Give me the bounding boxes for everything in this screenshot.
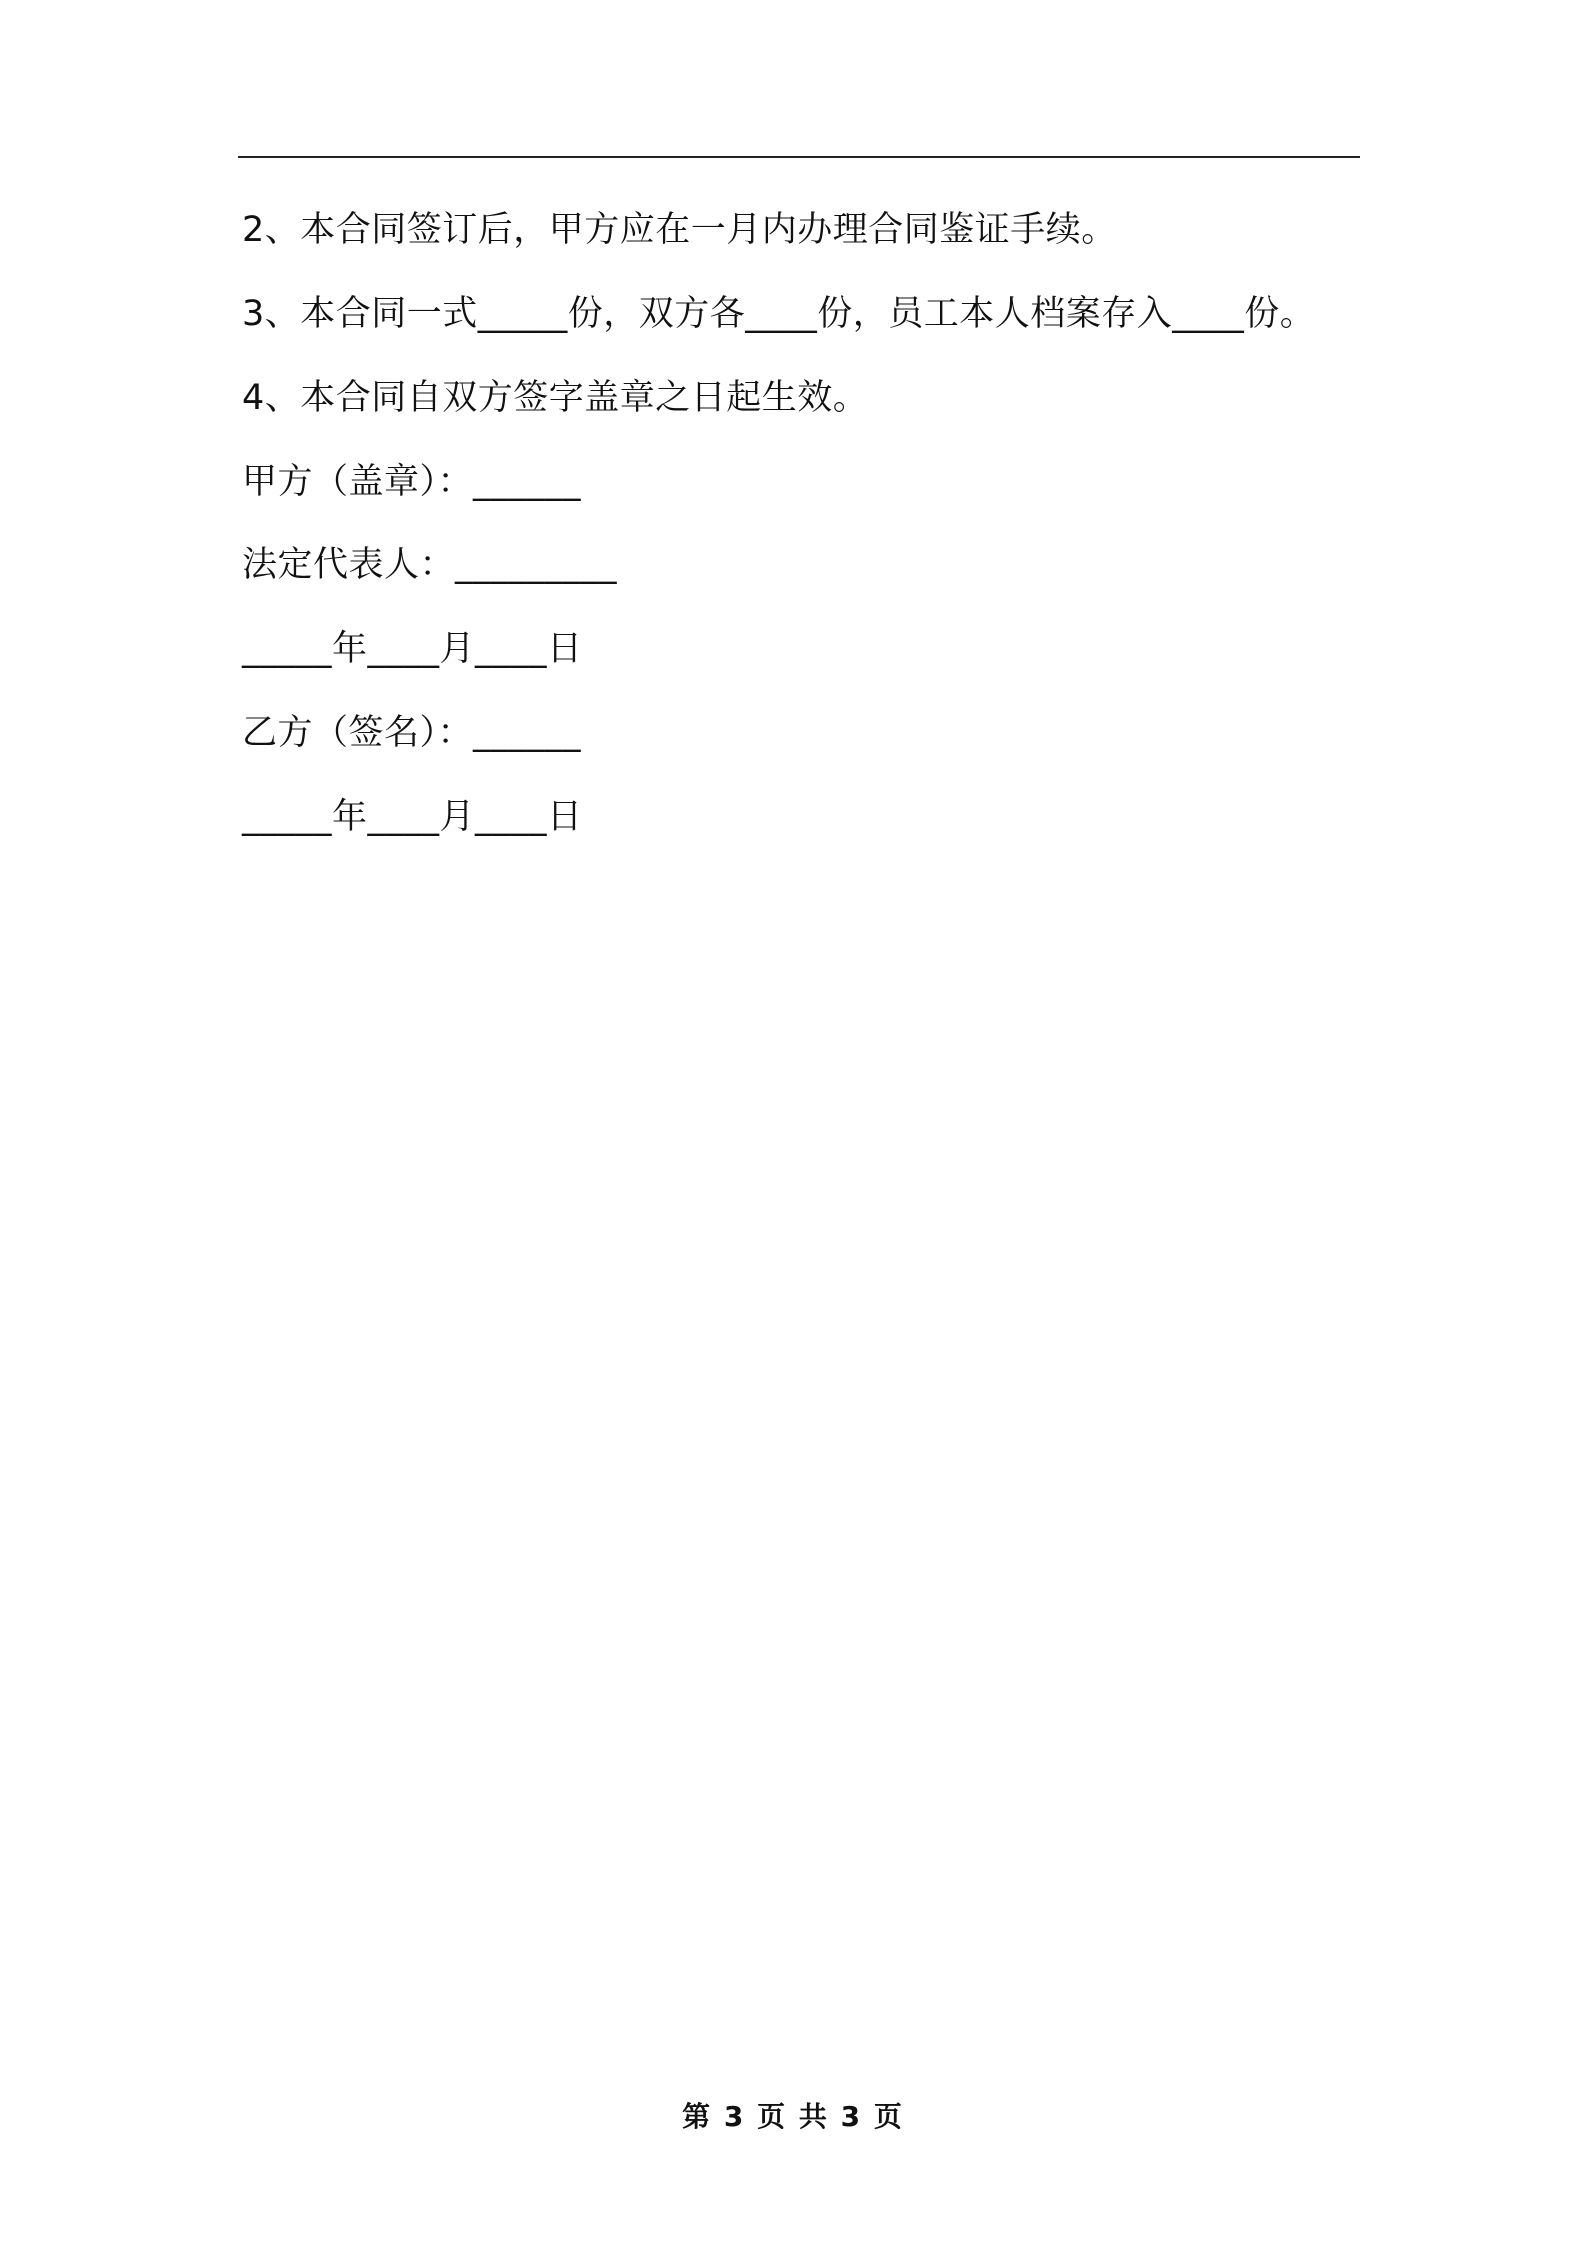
party-a-date-line: _____年____月____日: [242, 629, 583, 669]
clause-3: 3、本合同一式_____份，双方各____份，员工本人档案存入____份。: [242, 294, 1316, 334]
header-rule: [238, 156, 1360, 158]
legal-representative-line: 法定代表人：_________: [242, 545, 618, 585]
clause-2: 2、本合同签订后，甲方应在一月内办理合同鉴证手续。: [242, 210, 1117, 250]
party-b-sign-line: 乙方（签名）：______: [242, 713, 582, 753]
clause-4: 4、本合同自双方签字盖章之日起生效。: [242, 378, 869, 418]
party-a-seal-line: 甲方（盖章）：______: [242, 462, 582, 502]
page-number: 第 3 页 共 3 页: [682, 2100, 904, 2133]
party-b-date-line: _____年____月____日: [242, 797, 583, 837]
